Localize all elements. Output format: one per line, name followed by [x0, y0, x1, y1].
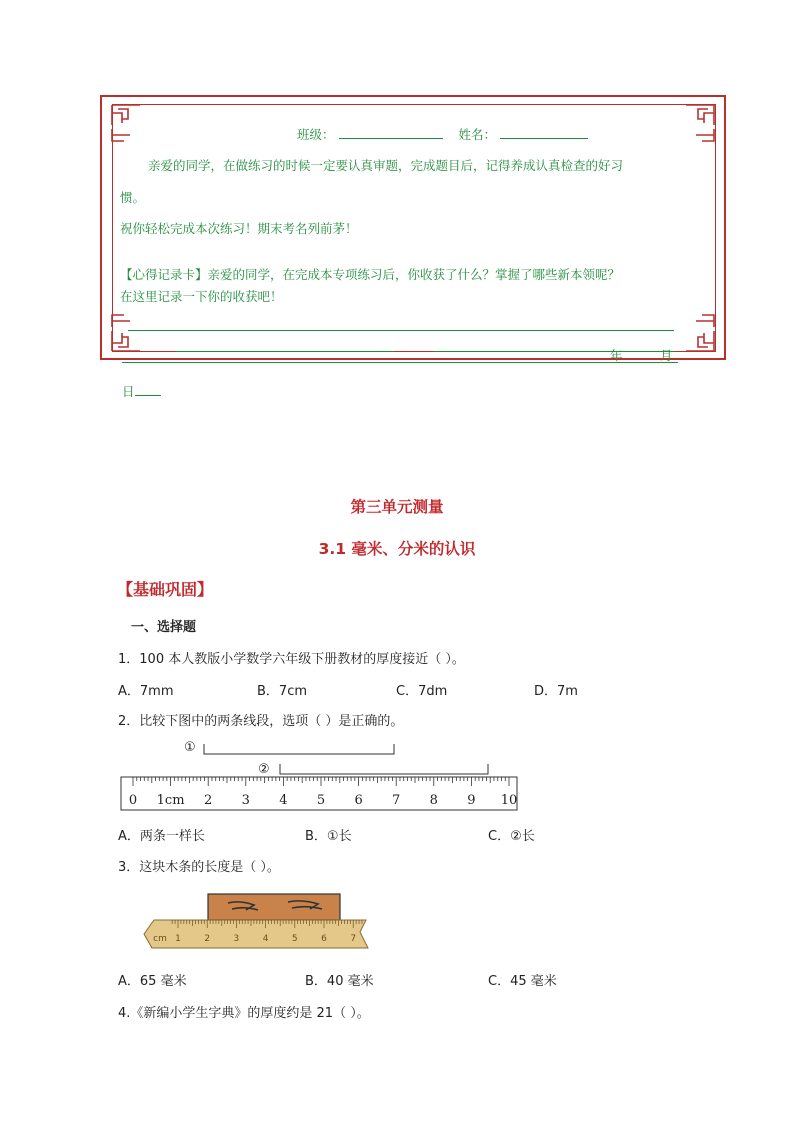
ruler-7cm-unit: cm: [153, 934, 167, 944]
intro-line-2: 惯。: [120, 190, 146, 205]
wooden-stick: [208, 894, 340, 920]
record-line-2a[interactable]: [176, 351, 394, 352]
record-line-1[interactable]: [128, 330, 674, 331]
ruler-10cm-label: 3: [241, 793, 250, 808]
ruler-10cm-label: 4: [279, 793, 288, 808]
day-blank[interactable]: [135, 383, 161, 396]
card-text-1: 亲爱的同学，在完成本专项练习后，你收获了什么？掌握了哪些新本领呢？: [207, 267, 621, 282]
card-text-line-1: [120, 265, 620, 283]
q2-option-b[interactable]: B．①长: [305, 829, 352, 844]
name-blank[interactable]: [500, 126, 588, 139]
ruler-7cm-label: 7: [350, 934, 357, 944]
card-title: 【心得记录卡】: [120, 267, 208, 282]
question-3-stem: 3．这块木条的长度是（ ）。: [118, 860, 280, 875]
class-blank[interactable]: [339, 126, 443, 139]
ruler-10cm: [120, 776, 520, 812]
q2-option-a[interactable]: A．两条一样长: [118, 829, 205, 844]
q3-option-b[interactable]: B．40 毫米: [305, 974, 374, 989]
year-label: 年: [610, 348, 623, 363]
lesson-title: 3.1 毫米、分米的认识: [318, 540, 476, 558]
ruler-10cm-label: 10: [500, 793, 518, 808]
ruler-7cm-label: 4: [262, 934, 269, 944]
class-name-row: [297, 125, 588, 143]
question-2-stem: 2．比较下图中的两条线段，选项（ ）是正确的。: [118, 714, 404, 729]
segment-2: [276, 762, 492, 776]
section-title: 【基础巩固】: [117, 580, 214, 599]
record-line-3[interactable]: [122, 362, 678, 363]
ruler-10cm-label: 2: [204, 793, 213, 808]
month-label: 月: [660, 348, 673, 363]
segment-1-label: ①: [184, 740, 196, 755]
card-text-line-2: 在这里记录一下你的收获吧！: [120, 289, 283, 304]
part-title: 一、选择题: [131, 620, 197, 635]
intro-line-1: 亲爱的同学，在做练习的时候一定要认真审题，完成题目后，记得养成认真检查的好习: [148, 158, 624, 173]
ruler-7cm-label: 5: [291, 934, 298, 944]
day-text: 日: [122, 384, 135, 399]
question-4-stem: 4.《新编小学生字典》的厚度约是 21（ ）。: [118, 1006, 370, 1021]
q1-option-a[interactable]: A．7mm: [118, 684, 174, 699]
ruler-10cm-label: 5: [316, 793, 326, 808]
ruler-10cm-label: 1cm: [156, 793, 185, 808]
q1-option-b[interactable]: B．7cm: [257, 684, 308, 699]
q2-option-c[interactable]: C．②长: [488, 829, 535, 844]
name-label: 姓名：: [458, 127, 496, 142]
q3-option-c[interactable]: C．45 毫米: [488, 974, 557, 989]
q1-option-c[interactable]: C．7dm: [396, 684, 448, 699]
wood-ruler-figure: [140, 890, 376, 958]
ruler-7cm-label: 3: [233, 934, 240, 944]
ruler-10cm-label: 7: [392, 793, 401, 808]
question-1-stem: 1．100 本人教版小学数学六年级下册教材的厚度接近（ ）。: [118, 652, 465, 667]
ruler-10cm-label: 0: [128, 793, 138, 808]
q3-option-a[interactable]: A．65 毫米: [118, 974, 187, 989]
class-label: 班级：: [297, 127, 335, 142]
ruler-10cm-label: 9: [467, 793, 476, 808]
wish-line: 祝你轻松完成本次练习！期末考名列前茅！: [120, 221, 358, 236]
ruler-7cm-label: 1: [175, 934, 181, 944]
ruler-10cm-label: 8: [429, 793, 438, 808]
segment-2-label: ②: [258, 762, 270, 777]
day-label: [122, 382, 161, 400]
q1-option-d[interactable]: D．7m: [534, 684, 578, 699]
segment-1: [200, 742, 400, 756]
ruler-10cm-label: 6: [354, 793, 363, 808]
record-line-2b[interactable]: [434, 351, 674, 352]
ruler-7cm-label: 2: [204, 934, 211, 944]
unit-title: 第三单元测量: [350, 498, 444, 516]
ruler-7cm-label: 6: [321, 934, 327, 944]
fret-ornament-top-left: [112, 105, 140, 125]
